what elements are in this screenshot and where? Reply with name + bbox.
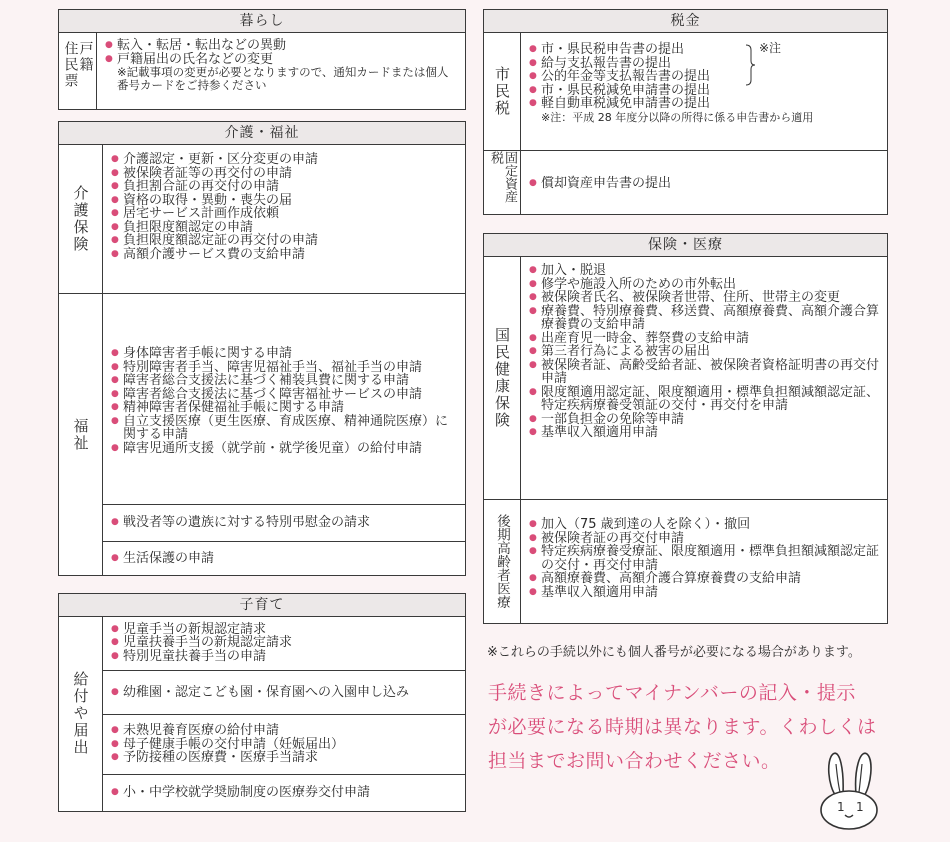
list-item: ● 被保険者証の再交付申請: [529, 532, 881, 546]
list-item: ● 戦没者等の遺族に対する特別弔慰金の請求: [111, 516, 459, 530]
bracket-icon: [745, 44, 757, 86]
list-item: ● 負担割合証の再交付の申請: [111, 180, 459, 194]
kosodate-group2: [103, 671, 465, 715]
kaigo-fukushi-box: [58, 121, 466, 576]
list-item: ● 市・県民税減免申請書の提出: [529, 84, 881, 98]
list-item: ● 身体障害者手帳に関する申請: [111, 347, 459, 361]
list-item: ● 高額療養費、高額介護合算療養費の支給申請: [529, 572, 881, 586]
list-item: ● 小・中学校就学奨励制度の医療券交付申請: [111, 786, 459, 800]
kotei-label: [484, 151, 521, 214]
kaigo-row: [59, 144, 465, 294]
list-item: ● 高額介護サービス費の支給申請: [111, 248, 459, 262]
list-item: ● 被保険者氏名、被保険者世帯、住所、世帯主の変更: [529, 291, 881, 305]
kosodate-label: [59, 616, 103, 811]
list-item: ● 戸籍届出の氏名などの変更: [105, 53, 459, 67]
list-item: ● 自立支援医療（更生医療、育成医療、精神通院医療）に関する申請: [111, 415, 459, 442]
kurashi-row: [59, 32, 465, 109]
list-item: ● 公的年金等支払報告書の提出: [529, 70, 881, 84]
list-item: ● 障害者総合支援法に基づく障害福祉サービスの申請: [111, 388, 459, 402]
kokuho-label: [484, 256, 521, 499]
svg-text:1: 1: [837, 800, 845, 814]
list-item: ● 限度額適用認定証、限度額適用・標準負担額減額認定証、特定疾病療養受領証の交付・再交付を申請: [529, 386, 881, 413]
footnote: ※これらの手続以外にも個人番号が必要になる場合があります。: [487, 645, 861, 660]
list-item: ● 児童手当の新規認定請求: [111, 623, 459, 637]
list-item: ● 加入・脱退: [529, 264, 881, 278]
koseki-juminhyo-text: 戸籍 住民票: [62, 40, 94, 89]
list-item: ● 障害者総合支援法に基づく補装具費に関する申請: [111, 374, 459, 388]
list-item: ● 負担限度額認定証の再交付の申請: [111, 234, 459, 248]
fukushi-sub1: [103, 505, 465, 542]
kouki-row: [484, 500, 887, 623]
list-item: ● 修学や施設入所のための市外転出: [529, 278, 881, 292]
list-item: ● 基準収入額適用申請: [529, 586, 881, 600]
list-item: ● 居宅サービス計画作成依頼: [111, 207, 459, 221]
kotei-row: [484, 151, 887, 214]
kokuho-label-text: 国民健康保険: [493, 326, 511, 429]
kouki-label-text: 後期高齢者医療: [494, 514, 510, 609]
koseki-juminhyo-label: [59, 32, 97, 109]
kaigo-label-text: 介護保険: [71, 184, 90, 253]
kotei-content: [521, 151, 887, 214]
list-item: ● 資格の取得・異動・喪失の届: [111, 194, 459, 208]
mynumber-mascot-icon: [816, 750, 882, 832]
list-item: ● 負担限度額認定の申請: [111, 221, 459, 235]
fukushi-main: [103, 294, 465, 505]
list-item: ● 特定疾病療養受療証、限度額適用・標準負担額減額認定証の交付・再交付申請: [529, 545, 881, 572]
fukushi-sub2: [103, 542, 465, 575]
kosodate-row: [59, 616, 465, 811]
kaigo-label: [59, 144, 103, 293]
list-item: ● 給与支払報告書の提出: [529, 57, 881, 71]
list-item: ● 被保険者証、高齢受給者証、被保険者資格証明書の再交付申請: [529, 359, 881, 386]
hoken-box: [483, 233, 888, 624]
list-item: ● 第三者行為による被害の届出: [529, 345, 881, 359]
list-item: ● 基準収入額適用申請: [529, 426, 881, 440]
list-item: ● 精神障害者保健福祉手帳に関する申請: [111, 401, 459, 415]
list-item: ● 児童扶養手当の新規認定請求: [111, 636, 459, 650]
list-item: ● 母子健康手帳の交付申請（妊娠届出）: [111, 738, 459, 752]
list-item: ● 一部負担金の免除等申請: [529, 413, 881, 427]
list-item: ● 出産育児一時金、葬祭費の支給申請: [529, 332, 881, 346]
message-line: 手続きによってマイナンバーの記入・提示: [488, 682, 856, 704]
bracket-note: ※注: [759, 41, 782, 55]
shiminzei-label-text: 市民税: [493, 65, 511, 117]
kokuho-content: [521, 256, 887, 499]
hoken-title: 保険・医療: [484, 234, 887, 257]
kurashi-content: [97, 32, 465, 109]
kosodate-title: 子育て: [59, 594, 465, 617]
kosodate-group4: [103, 775, 465, 811]
fukushi-row: [59, 294, 465, 575]
fukushi-label-text: 福祉: [71, 417, 90, 452]
shiminzei-note: ※注：平成 28 年度分以降の所得に係る申告書から適用: [541, 110, 814, 124]
kurashi-title: 暮らし: [59, 10, 465, 33]
list-item: ● 生活保護の申請: [111, 552, 459, 566]
fukushi-label: [59, 294, 103, 575]
svg-text:1: 1: [856, 800, 864, 814]
list-item: ● 特別児童扶養手当の申請: [111, 650, 459, 664]
kosodate-label-text: 給付や届出: [71, 671, 90, 756]
kosodate-content: [103, 616, 465, 811]
list-item: ● 未熟児養育医療の給付申請: [111, 724, 459, 738]
kouki-label: [484, 500, 521, 623]
list-item: ● 障害児通所支援（就学前・就学後児童）の給付申請: [111, 442, 459, 456]
list-item: ● 加入（75 歳到達の人を除く）・撤回: [529, 518, 881, 532]
kotei-label-text: 固定資産税: [488, 151, 517, 203]
list-item: ● 償却資産申告書の提出: [529, 177, 881, 191]
shiminzei-label: [484, 32, 521, 150]
kosodate-group3: [103, 715, 465, 775]
kosodate-group1: [103, 616, 465, 671]
fukushi-content: [103, 294, 465, 575]
list-item: ● 転入・転居・転出などの異動: [105, 39, 459, 53]
zeikin-box: [483, 9, 888, 215]
list-item: ● 市・県民税申告書の提出: [529, 43, 881, 57]
list-item: ● 療養費、特別療養費、移送費、高額療養費、高額介護合算療養費の支給申請: [529, 305, 881, 332]
zeikin-title: 税金: [484, 10, 887, 33]
message-line: 担当までお問い合わせください。: [488, 750, 781, 772]
kaigo-fukushi-title: 介護・福祉: [59, 122, 465, 145]
list-item: ● 予防接種の医療費・医療手当請求: [111, 751, 459, 765]
list-item: ● 特別障害者手当、障害児福祉手当、福祉手当の申請: [111, 361, 459, 375]
kouki-content: [521, 500, 887, 623]
kurashi-box: [58, 9, 466, 110]
list-item: ● 介護認定・更新・区分変更の申請: [111, 153, 459, 167]
kurashi-note: ※記載事項の変更が必要となりますので、通知カードまたは個人番号カードをご持参ください: [117, 65, 449, 92]
list-item: ● 幼稚園・認定こども園・保育園への入園申し込み: [111, 686, 459, 700]
shiminzei-row: [484, 32, 887, 151]
message-line: が必要になる時期は異なります。くわしくは: [488, 716, 877, 738]
shiminzei-content: [521, 32, 887, 150]
list-item: ● 被保険者証等の再交付の申請: [111, 167, 459, 181]
kaigo-content: [103, 144, 465, 293]
kosodate-box: [58, 593, 466, 812]
list-item: ● 軽自動車税減免申請書の提出: [529, 97, 881, 111]
kokuho-row: [484, 256, 887, 500]
